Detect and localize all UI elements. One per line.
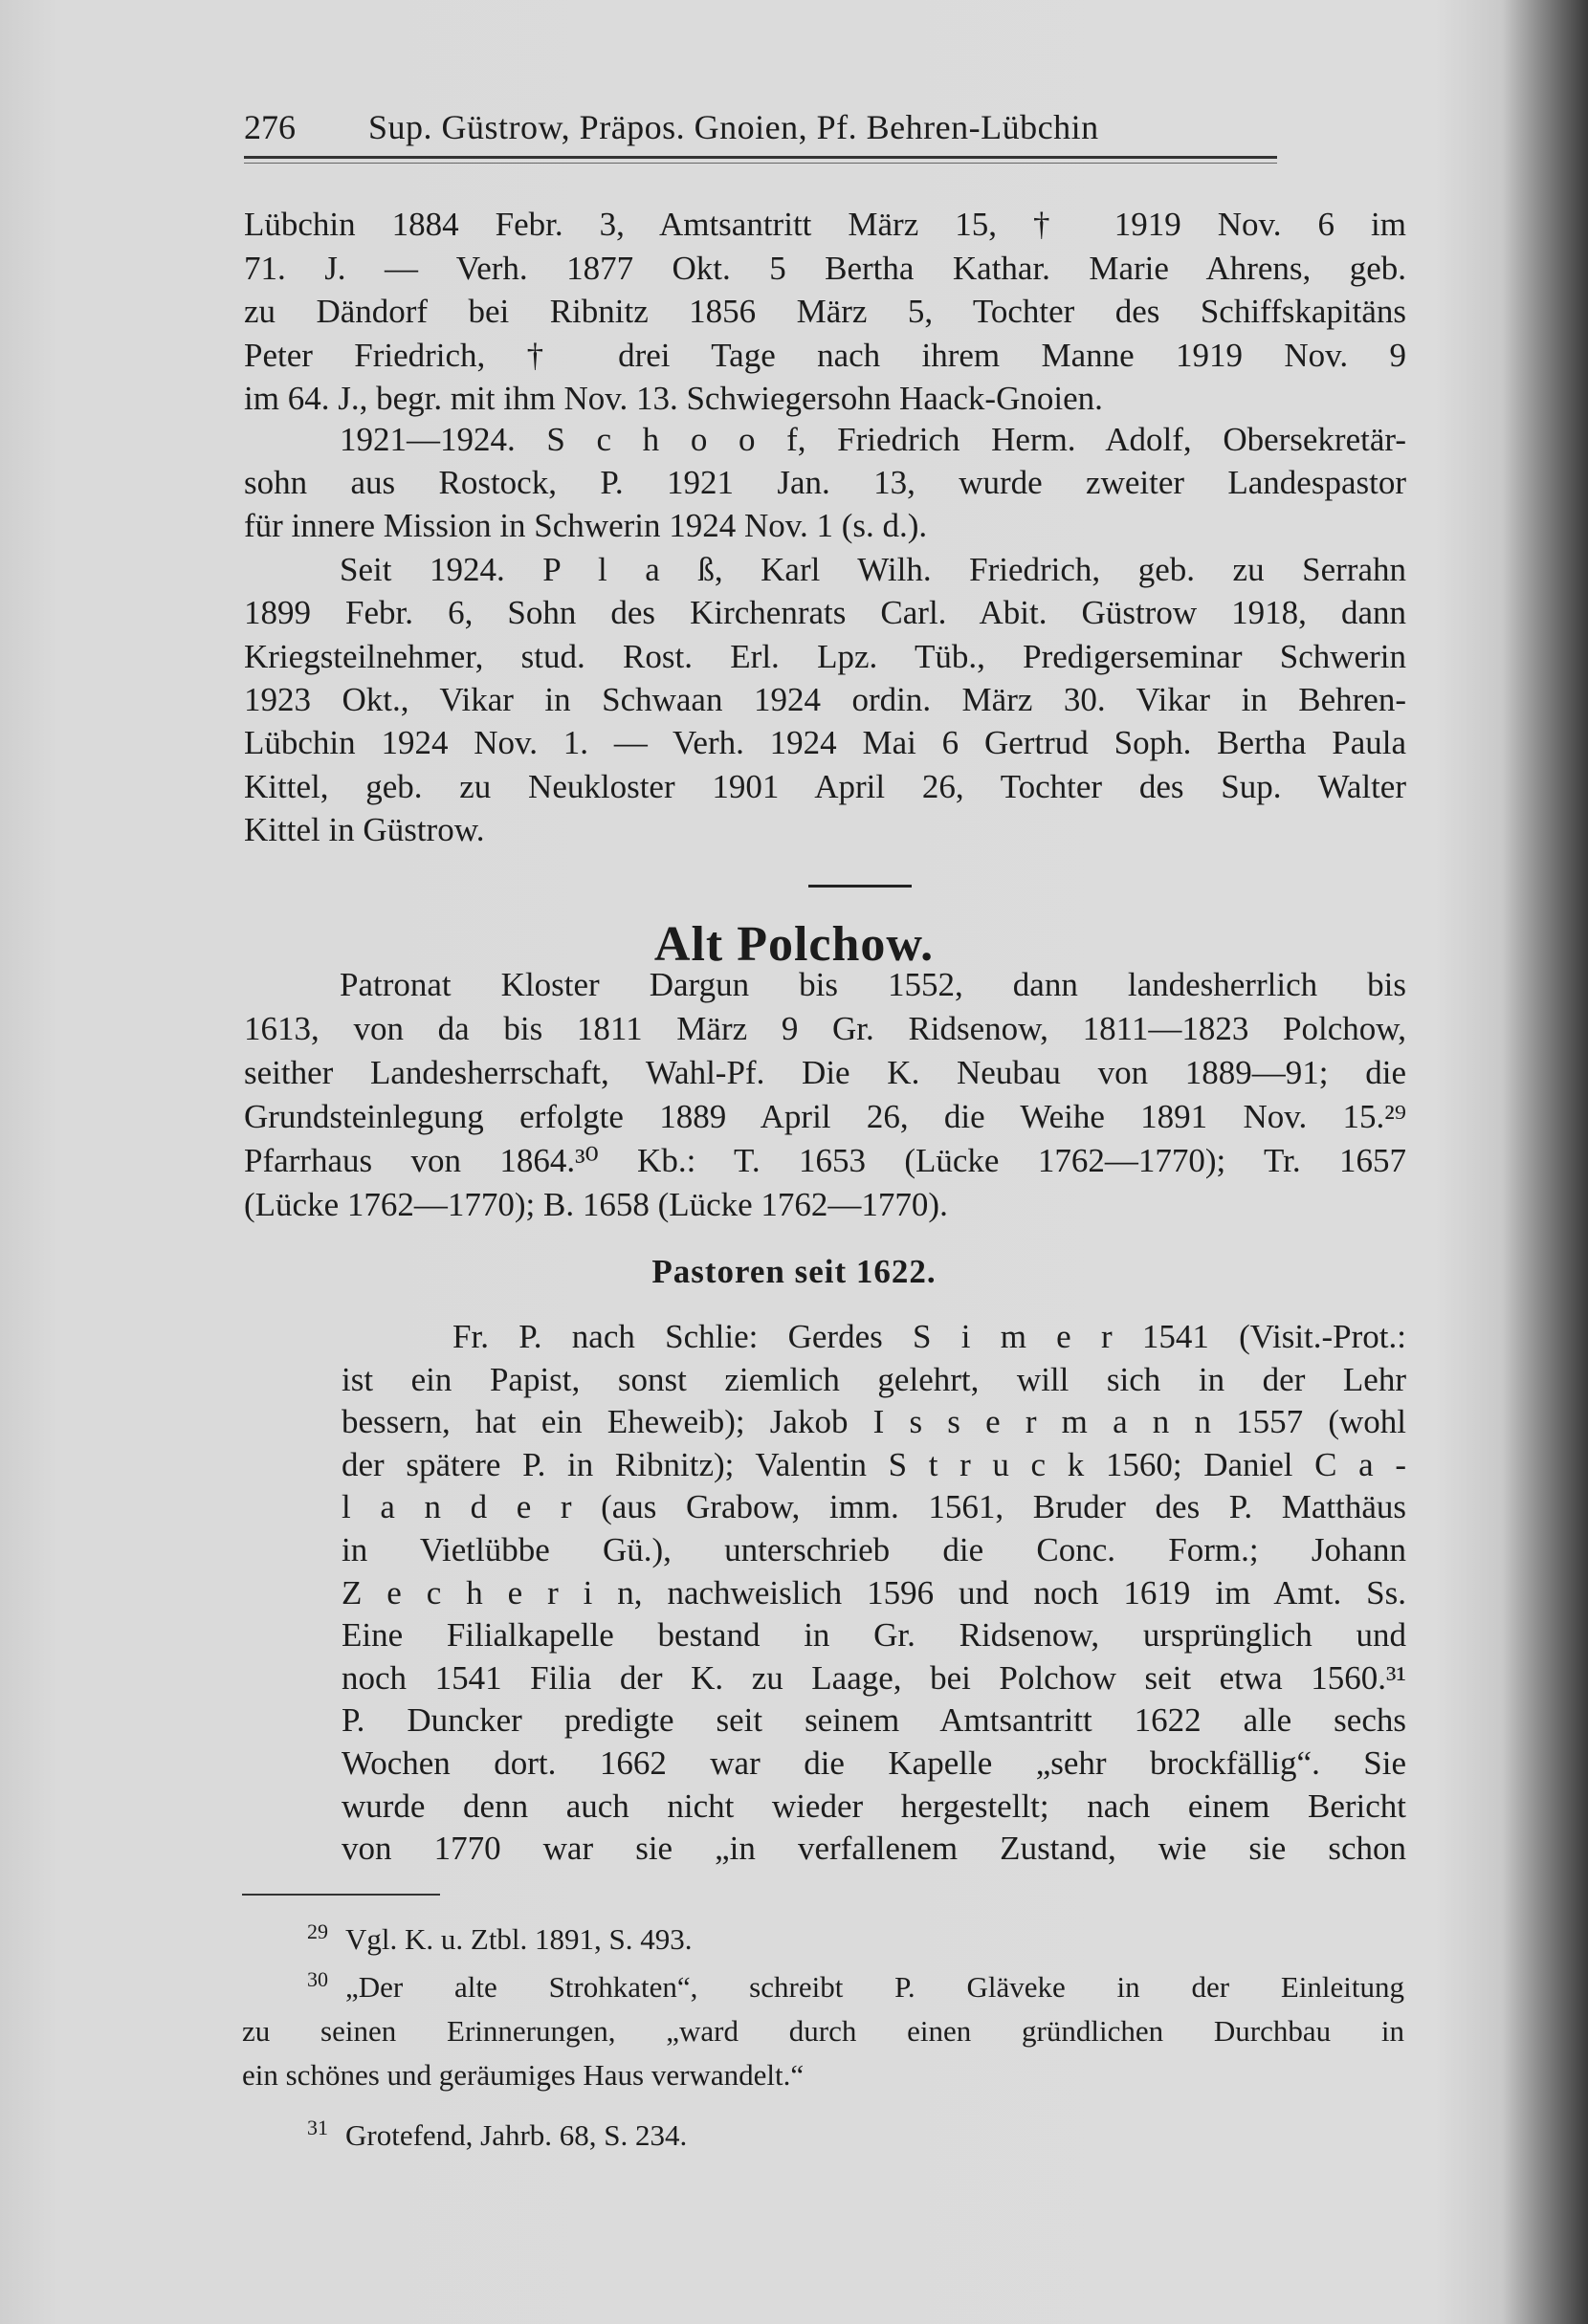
header-rule [244, 156, 1277, 164]
text-line: sohn aus Rostock, P. 1921 Jan. 13, wurde zweiter Landespastor [244, 464, 1406, 501]
text-line: in Vietlübbe Gü.), unterschrieb die Conc. Form.; Johann [342, 1531, 1406, 1568]
text-line: ist ein Papist, sonst ziemlich gelehrt, will sich in der Lehr [342, 1360, 1406, 1398]
text-line: Kriegsteilnehmer, stud. Rost. Erl. Lpz. Tüb., Predigerseminar Schwerin [244, 637, 1406, 675]
footnote-line: „Der alte Strohkaten“, schreibt P. Gläveke in der Einleitung [345, 1970, 1404, 2004]
text-line: Peter Friedrich, † drei Tage nach ihrem Manne 1919 Nov. 9 [244, 336, 1406, 374]
text-line: Lübchin 1884 Febr. 3, Amtsantritt März 15, † 1919 Nov. 6 im [244, 206, 1406, 243]
text-line: P. Duncker predigte seit seinem Amtsantritt 1622 alle sechs [342, 1701, 1406, 1740]
text-line: (Lücke 1762—1770); B. 1658 (Lücke 1762—1770). [244, 1186, 948, 1223]
footnote-line: Vgl. K. u. Ztbl. 1891, S. 493. [345, 1922, 693, 1956]
text-line: Kittel in Güstrow. [244, 810, 485, 848]
text-line: wurde denn auch nicht wieder hergestellt; nach einem Bericht [342, 1787, 1406, 1825]
text-line: 1923 Okt., Vikar in Schwaan 1924 ordin. März 30. Vikar in Behren- [244, 680, 1406, 718]
text-line: l a n d e r (aus Grabow, imm. 1561, Bruder des P. Matthäus [342, 1488, 1406, 1526]
text-line: Grundsteinlegung erfolgte 1889 April 26, die Weihe 1891 Nov. 15.²⁹ [244, 1098, 1406, 1135]
text-line: für innere Mission in Schwerin 1924 Nov. 1 (s. d.). [244, 507, 928, 544]
text-line: Pfarrhaus von 1864.³⁰ Kb.: T. 1653 (Lücke 1762—1770); Tr. 1657 [244, 1142, 1406, 1179]
text-line: Z e c h e r i n, nachweislich 1596 und noch 1619 im Amt. Ss. [342, 1573, 1406, 1611]
footnote-rule [242, 1894, 440, 1896]
text-line: Eine Filialkapelle bestand in Gr. Ridsenow, ursprünglich und [342, 1616, 1406, 1655]
text-line: Kittel, geb. zu Neukloster 1901 April 26, Tochter des Sup. Walter [244, 767, 1406, 805]
text-line: Fr. P. nach Schlie: Gerdes S i m e r 1541 (Visit.-Prot.: [452, 1318, 1406, 1355]
text-line: noch 1541 Filia der K. zu Laage, bei Polchow seit etwa 1560.³¹ [342, 1658, 1406, 1697]
text-line: 71. J. — Verh. 1877 Okt. 5 Bertha Kathar. Marie Ahrens, geb. [244, 249, 1406, 287]
text-line: 1921—1924. S c h o o f, Friedrich Herm. Adolf, Obersekretär- [340, 421, 1406, 458]
page-header [244, 107, 1272, 155]
footnote-line: Grotefend, Jahrb. 68, S. 234. [345, 2118, 688, 2152]
footnote-line: ein schönes und geräumiges Haus verwandelt.“ [242, 2058, 805, 2092]
footnote-number: 29 [307, 1919, 328, 1943]
section-title: Alt Polchow. [653, 917, 935, 972]
text-line: Lübchin 1924 Nov. 1. — Verh. 1924 Mai 6 Gertrud Soph. Bertha Paula [244, 724, 1406, 762]
page-number: 276 [244, 108, 296, 146]
text-line: Wochen dort. 1662 war die Kapelle „sehr brockfällig“. Sie [342, 1744, 1406, 1782]
footnote-number: 30 [307, 1967, 328, 1991]
section-divider [808, 885, 912, 888]
text-line: 1613, von da bis 1811 März 9 Gr. Ridsenow, 1811—1823 Polchow, [244, 1010, 1406, 1047]
text-line: 1899 Febr. 6, Sohn des Kirchenrats Carl. Abit. Güstrow 1918, dann [244, 594, 1406, 632]
text-line: von 1770 war sie „in verfallenem Zustand, wie sie schon [342, 1830, 1406, 1868]
text-line: bessern, hat ein Eheweib); Jakob I s s e r m a n n 1557 (wohl [342, 1403, 1406, 1441]
text-line: der spätere P. in Ribnitz); Valentin S t r u c k 1560; Daniel C a - [342, 1445, 1406, 1483]
footnote-line: zu seinen Erinnerungen, „ward durch einen gründlichen Durchbau in [242, 2014, 1404, 2048]
footnote-number: 31 [307, 2116, 328, 2139]
text-line: Seit 1924. P l a ß, Karl Wilh. Friedrich, geb. zu Serrahn [340, 551, 1406, 588]
text-line: Patronat Kloster Dargun bis 1552, dann landesherrlich bis [340, 966, 1406, 1003]
subsection-title: Pastoren seit 1622. [651, 1253, 937, 1290]
text-line: zu Dändorf bei Ribnitz 1856 März 5, Tochter des Schiffskapitäns [244, 293, 1406, 330]
running-head: Sup. Güstrow, Präpos. Gnoien, Pf. Behren-Lübchin [368, 108, 1099, 146]
text-line: im 64. J., begr. mit ihm Nov. 13. Schwiegersohn Haack-Gnoien. [244, 380, 1103, 417]
text-line: seither Landesherrschaft, Wahl-Pf. Die K. Neubau von 1889—91; die [244, 1054, 1406, 1091]
